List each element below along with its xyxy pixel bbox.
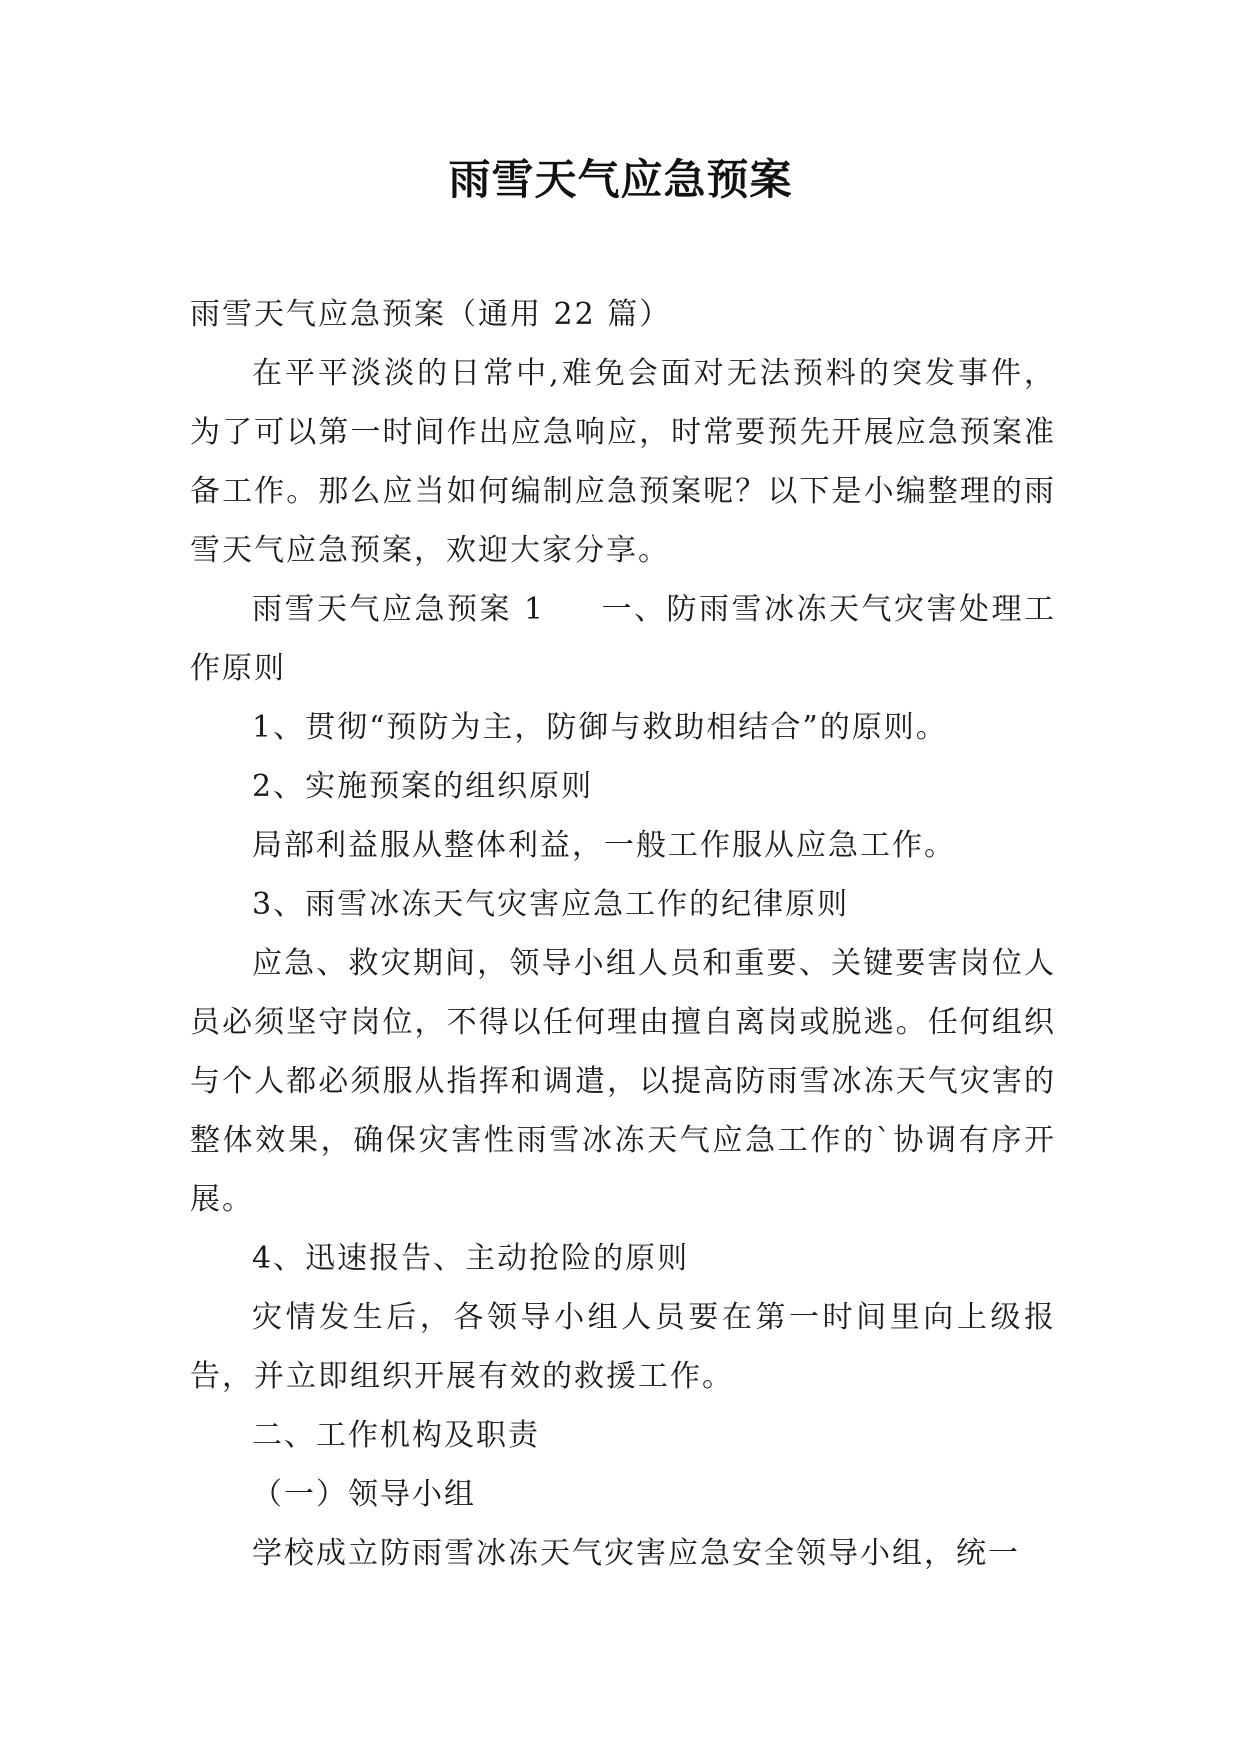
paragraph-principle-4: 4、迅速报告、主动抢险的原则 bbox=[252, 1241, 690, 1276]
section-heading-paragraph bbox=[190, 580, 1056, 698]
paragraph-subsection-1: （一）领导小组 bbox=[252, 1477, 476, 1512]
paragraph-leadership-group: 学校成立防雨雪冰冻天气灾害应急安全领导小组，统一 bbox=[252, 1536, 1020, 1571]
document-body bbox=[190, 285, 1056, 1583]
paragraph-principle-4-text: 灾情发生后，各领导小组人员要在第一时间里向上级报告，并立即组织开展有效的救援工作。 bbox=[190, 1300, 1056, 1394]
section-heading-text: 一、防雨雪冰冻天气灾害处理工作原则 bbox=[190, 592, 1057, 686]
paragraph-principle-1: 1、贯彻“预防为主，防御与救助相结合”的原则。 bbox=[252, 710, 948, 745]
paragraph-principle-2-text: 局部利益服从整体利益，一般工作服从应急工作。 bbox=[252, 828, 956, 863]
paragraph-section-2: 二、工作机构及职责 bbox=[252, 1418, 540, 1453]
intro-paragraph: 在平平淡淡的日常中,难免会面对无法预料的突发事件，为了可以第一时间作出应急响应，时常要预先开展应急预案准备工作。那么应当如何编制应急预案呢？以下是小编整理的雨雪天气应急预案，欢迎大家分享。 bbox=[190, 356, 1056, 568]
paragraph-principle-3-text: 应急、救灾期间，领导小组人员和重要、关键要害岗位人员必须坚守岗位，不得以任何理由擅自离岗或脱逃。任何组织与个人都必须服从指挥和调遣，以提高防雨雪冰冻天气灾害的整体效果，确保灾害性雨雪冰冻天气应急工作的`协调有序开展。 bbox=[190, 946, 1056, 1217]
document-title: 雨雪天气应急预案 bbox=[448, 155, 793, 204]
paragraph-principle-3: 3、雨雪冰冻天气灾害应急工作的纪律原则 bbox=[252, 887, 850, 922]
paragraph-principle-2: 2、实施预案的组织原则 bbox=[252, 769, 594, 804]
document-subtitle: 雨雪天气应急预案（通用 22 篇） bbox=[190, 297, 672, 332]
section-heading: 雨雪天气应急预案 1 bbox=[252, 592, 546, 627]
